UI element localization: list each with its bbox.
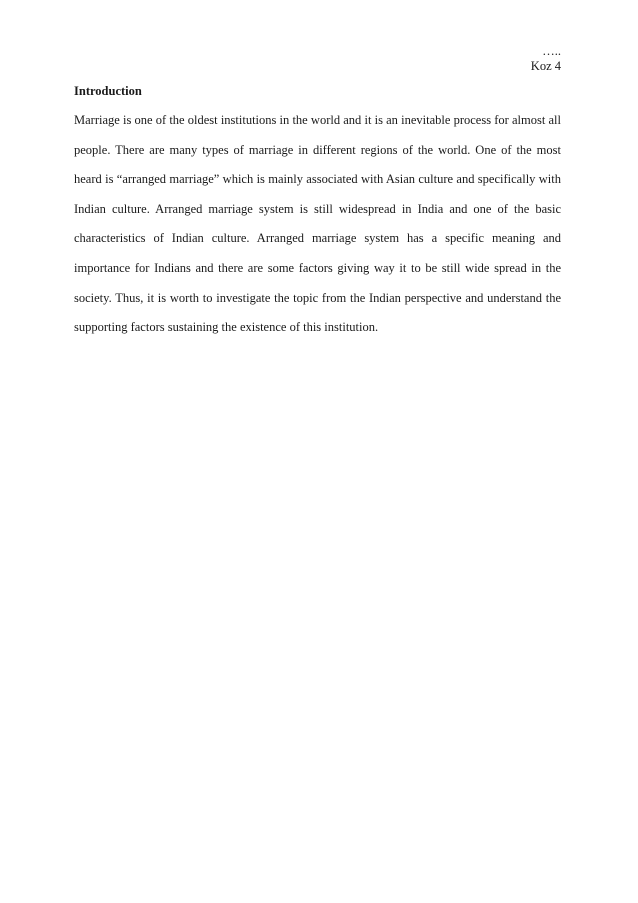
- section-heading: Introduction: [74, 84, 142, 98]
- header-ellipsis: …..: [542, 44, 561, 58]
- page-header: [531, 44, 561, 74]
- running-head: Koz 4: [530, 59, 561, 73]
- body-paragraph: Marriage is one of the oldest institutions in the world and it is an inevitable process for almost all people. There are many types of marriage in different regions of the world. One of the most heard is “arranged marriage” which is mainly associated with Asian culture and specifically with Indian culture. Arranged marriage system is still widespread in India and one of the basic characteristics of Indian culture. Arranged marriage system has a specific meaning and importance for Indians and there are some factors giving way it to be still wide spread in the society. Thus, it is worth to investigate the topic from the Indian perspective and understand the supporting factors sustaining the existence of this institution.: [74, 113, 561, 335]
